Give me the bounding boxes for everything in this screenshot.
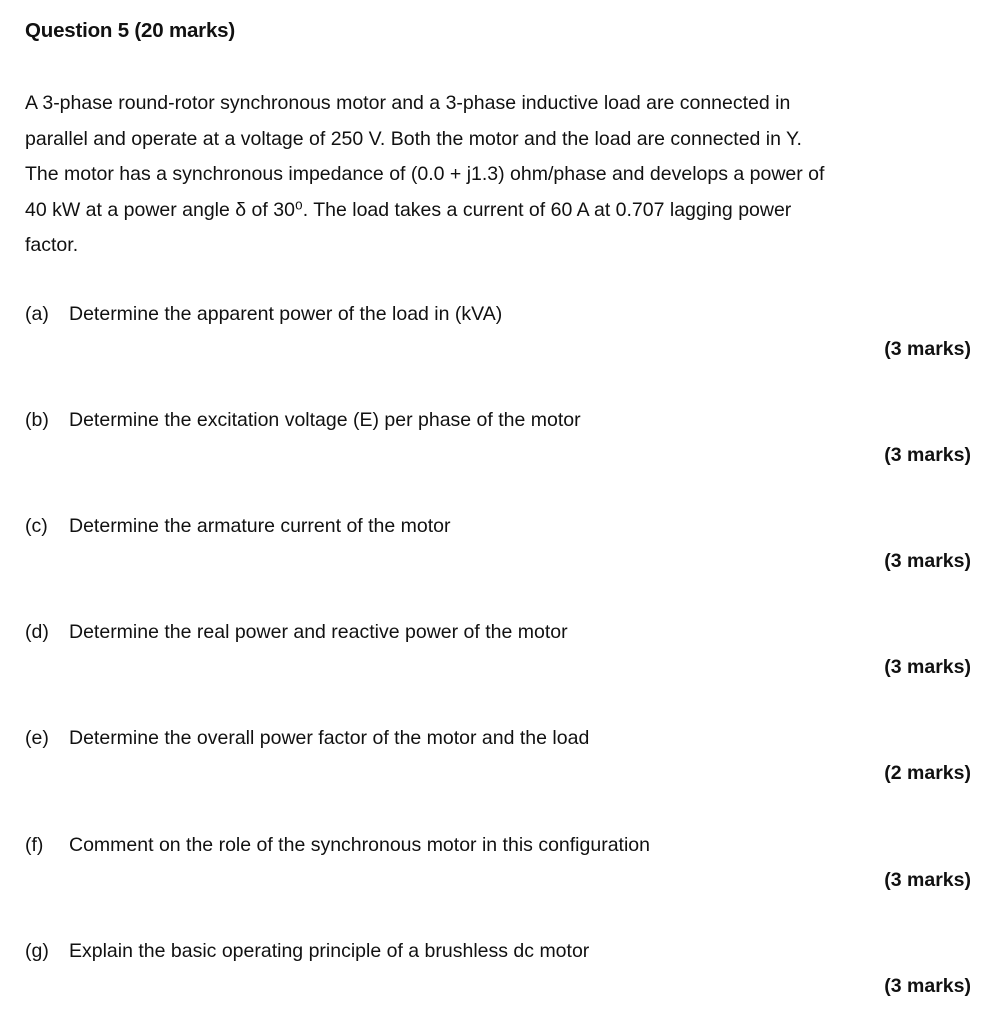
- intro-line: factor.: [25, 234, 79, 256]
- part-letter: (g): [25, 940, 49, 962]
- part-d: [25, 621, 975, 701]
- part-letter: (e): [25, 727, 49, 749]
- part-letter: (b): [25, 409, 49, 431]
- part-e: [25, 727, 975, 807]
- part-text: Comment on the role of the synchronous motor in this configuration: [69, 834, 650, 856]
- part-letter: (f): [25, 834, 44, 856]
- intro-line: A 3-phase round-rotor synchronous motor and a 3-phase inductive load are connected in: [25, 92, 791, 114]
- part-marks: (3 marks): [884, 550, 971, 572]
- part-marks: (3 marks): [884, 338, 971, 360]
- part-marks: (3 marks): [884, 444, 971, 466]
- part-c: [25, 515, 975, 595]
- part-text: Determine the excitation voltage (E) per phase of the motor: [69, 409, 581, 431]
- intro-line: parallel and operate at a voltage of 250 V. Both the motor and the load are connected in Y.: [25, 127, 802, 150]
- part-letter: (d): [25, 621, 49, 643]
- question-heading: Question 5 (20 marks): [25, 19, 235, 42]
- part-g: [25, 940, 975, 1020]
- part-marks: (3 marks): [884, 869, 971, 891]
- part-b: [25, 409, 975, 489]
- part-a: [25, 303, 975, 383]
- intro-line: The motor has a synchronous impedance of (0.0 + j1.3) ohm/phase and develops a power of: [25, 163, 825, 185]
- part-marks: (2 marks): [884, 762, 971, 784]
- part-f: [25, 834, 975, 914]
- part-text: Determine the apparent power of the load in (kVA): [69, 303, 503, 325]
- part-text: Determine the overall power factor of the motor and the load: [69, 727, 590, 749]
- part-text: Determine the real power and reactive power of the motor: [69, 621, 568, 643]
- part-text: Determine the armature current of the motor: [69, 515, 451, 537]
- part-letter: (a): [25, 303, 49, 325]
- part-text: Explain the basic operating principle of a brushless dc motor: [69, 940, 590, 962]
- part-marks: (3 marks): [884, 975, 971, 997]
- part-letter: (c): [25, 515, 48, 537]
- intro-line: 40 kW at a power angle δ of 30⁰. The load takes a current of 60 A at 0.707 lagging power: [25, 198, 792, 221]
- part-marks: (3 marks): [884, 656, 971, 678]
- question-intro: [25, 86, 980, 264]
